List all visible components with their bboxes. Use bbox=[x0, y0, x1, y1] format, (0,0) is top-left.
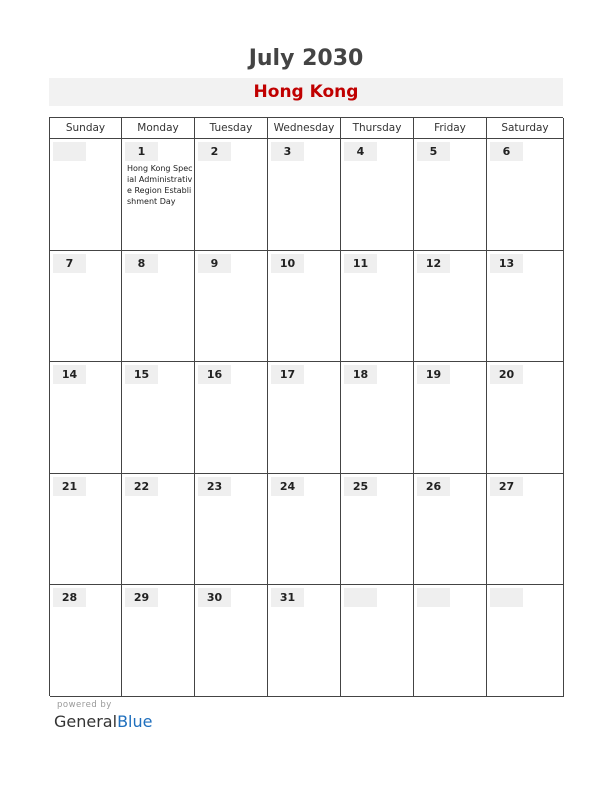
day-number: 12 bbox=[417, 254, 450, 273]
weekday-header-wednesday: Wednesday bbox=[268, 118, 341, 139]
empty-day-cell[interactable] bbox=[341, 585, 414, 697]
day-cell-27[interactable] bbox=[487, 474, 564, 586]
day-cell-22[interactable] bbox=[122, 474, 195, 586]
calendar-title: July 2030 bbox=[248, 46, 364, 71]
day-number: 28 bbox=[53, 588, 86, 607]
day-cell-2[interactable] bbox=[195, 139, 268, 251]
weekday-header-saturday: Saturday bbox=[487, 118, 564, 139]
day-cell-14[interactable] bbox=[50, 362, 122, 474]
day-number: 15 bbox=[125, 365, 158, 384]
day-number: 9 bbox=[198, 254, 231, 273]
weekday-header-friday: Friday bbox=[414, 118, 487, 139]
day-cell-20[interactable] bbox=[487, 362, 564, 474]
day-cell-1[interactable] bbox=[122, 139, 195, 251]
day-cell-26[interactable] bbox=[414, 474, 487, 586]
day-cell-16[interactable] bbox=[195, 362, 268, 474]
day-number: 3 bbox=[271, 142, 304, 161]
day-cell-7[interactable] bbox=[50, 251, 122, 363]
calendar-grid bbox=[49, 117, 563, 696]
day-number: 16 bbox=[198, 365, 231, 384]
day-number: 8 bbox=[125, 254, 158, 273]
day-cell-18[interactable] bbox=[341, 362, 414, 474]
day-cell-17[interactable] bbox=[268, 362, 341, 474]
day-number bbox=[417, 588, 450, 607]
empty-day-cell[interactable] bbox=[487, 585, 564, 697]
day-cell-21[interactable] bbox=[50, 474, 122, 586]
day-cell-10[interactable] bbox=[268, 251, 341, 363]
brand-general-text: General bbox=[54, 712, 118, 731]
day-number: 20 bbox=[490, 365, 523, 384]
day-cell-13[interactable] bbox=[487, 251, 564, 363]
day-number: 4 bbox=[344, 142, 377, 161]
day-number: 11 bbox=[344, 254, 377, 273]
day-cell-24[interactable] bbox=[268, 474, 341, 586]
day-number: 21 bbox=[53, 477, 86, 496]
region-banner bbox=[49, 78, 563, 106]
region-name: Hong Kong bbox=[253, 82, 359, 102]
powered-by-label: powered by bbox=[57, 700, 112, 710]
day-cell-29[interactable] bbox=[122, 585, 195, 697]
day-cell-25[interactable] bbox=[341, 474, 414, 586]
day-number: 13 bbox=[490, 254, 523, 273]
day-cell-28[interactable] bbox=[50, 585, 122, 697]
day-number: 30 bbox=[198, 588, 231, 607]
day-cell-3[interactable] bbox=[268, 139, 341, 251]
day-number: 17 bbox=[271, 365, 304, 384]
brand-blue-text: Blue bbox=[117, 712, 153, 731]
day-number: 23 bbox=[198, 477, 231, 496]
day-cell-9[interactable] bbox=[195, 251, 268, 363]
empty-day-cell[interactable] bbox=[50, 139, 122, 251]
day-number: 19 bbox=[417, 365, 450, 384]
day-cell-6[interactable] bbox=[487, 139, 564, 251]
day-number bbox=[490, 588, 523, 607]
day-number: 24 bbox=[271, 477, 304, 496]
day-number: 29 bbox=[125, 588, 158, 607]
weekday-header-monday: Monday bbox=[122, 118, 195, 139]
day-number: 7 bbox=[53, 254, 86, 273]
day-number bbox=[53, 142, 86, 161]
day-cell-5[interactable] bbox=[414, 139, 487, 251]
day-number: 25 bbox=[344, 477, 377, 496]
day-cell-19[interactable] bbox=[414, 362, 487, 474]
day-number: 6 bbox=[490, 142, 523, 161]
holiday-event: Hong Kong Special Administrative Region Establishment Day bbox=[127, 164, 193, 206]
day-cell-30[interactable] bbox=[195, 585, 268, 697]
day-number: 31 bbox=[271, 588, 304, 607]
day-cell-8[interactable] bbox=[122, 251, 195, 363]
day-number: 5 bbox=[417, 142, 450, 161]
day-cell-12[interactable] bbox=[414, 251, 487, 363]
day-number: 22 bbox=[125, 477, 158, 496]
day-cell-31[interactable] bbox=[268, 585, 341, 697]
weekday-header-tuesday: Tuesday bbox=[195, 118, 268, 139]
day-number bbox=[344, 588, 377, 607]
weekday-header-sunday: Sunday bbox=[50, 118, 122, 139]
day-number: 1 bbox=[125, 142, 158, 161]
day-cell-15[interactable] bbox=[122, 362, 195, 474]
day-number: 2 bbox=[198, 142, 231, 161]
weekday-header-thursday: Thursday bbox=[341, 118, 414, 139]
day-number: 10 bbox=[271, 254, 304, 273]
day-cell-11[interactable] bbox=[341, 251, 414, 363]
generalblue-logo[interactable] bbox=[54, 712, 152, 731]
day-cell-4[interactable] bbox=[341, 139, 414, 251]
empty-day-cell[interactable] bbox=[414, 585, 487, 697]
calendar-table bbox=[49, 117, 563, 696]
day-number: 18 bbox=[344, 365, 377, 384]
day-number: 27 bbox=[490, 477, 523, 496]
day-cell-23[interactable] bbox=[195, 474, 268, 586]
day-number: 14 bbox=[53, 365, 86, 384]
day-number: 26 bbox=[417, 477, 450, 496]
